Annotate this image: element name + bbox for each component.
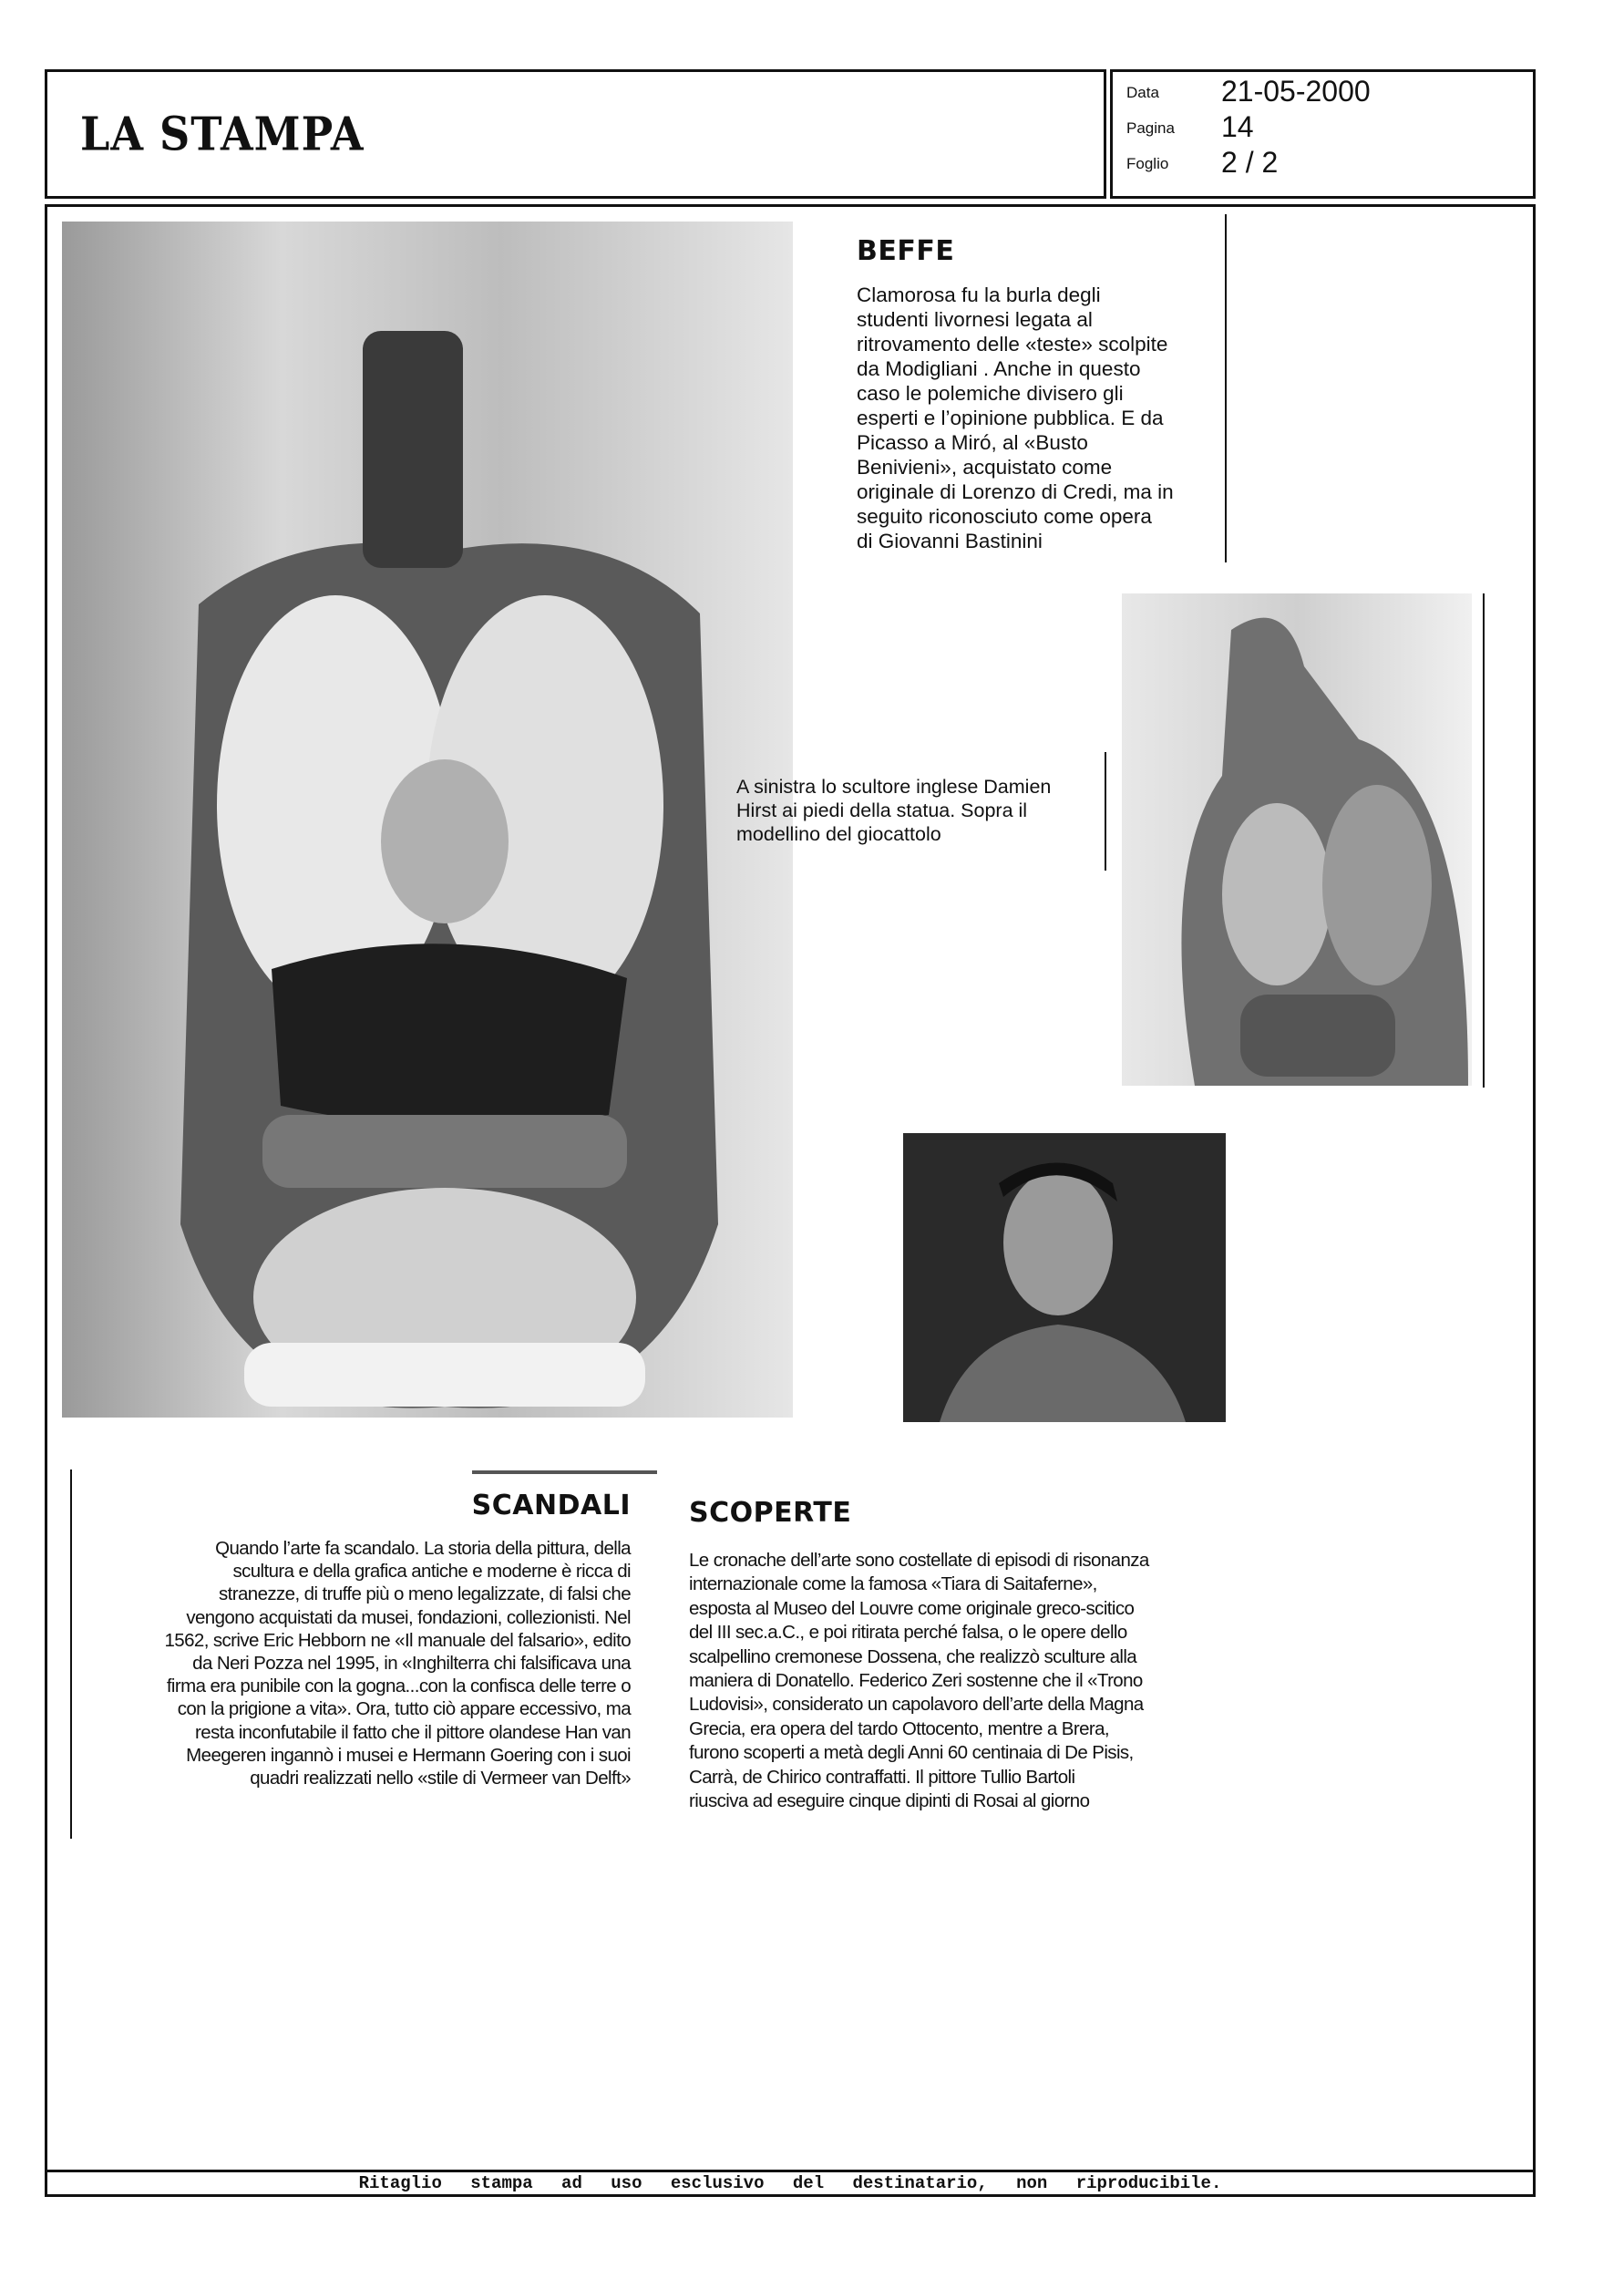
scandali-line: Meegeren ingannò i musei e Hermann Goering con i suoi [186, 1744, 631, 1766]
beffe-line: caso le polemiche divisero gli [857, 382, 1124, 405]
portrait-illustration [903, 1133, 1226, 1422]
beffe-line: studenti livornesi legata al [857, 308, 1093, 331]
scandali-line: quadri realizzati nello «stile di Vermeer van Delft» [250, 1768, 631, 1789]
scoperte-line: furono scoperti a metà degli Anni 60 centinaia di De Pisis, [689, 1742, 1134, 1764]
scandali-line: 1562, scrive Eric Hebborn ne «Il manuale del falsario», edito [164, 1629, 631, 1651]
caption-line: Hirst ai piedi della statua. Sopra il [736, 799, 1028, 821]
beffe-heading: BEFFE [857, 235, 955, 267]
beffe-line: originale di Lorenzo di Credi, ma in [857, 480, 1174, 503]
scandali-line: firma era punibile con la gogna...con la confisca delle terre o [166, 1676, 631, 1697]
scoperte-line: Ludovisi», considerato un capolavoro dell’arte della Magna [689, 1694, 1144, 1716]
scoperte-line: internazionale come la famosa «Tiara di Saitaferne», [689, 1573, 1097, 1595]
scoperte-line: esposta al Museo del Louvre come originale greco-scitico [689, 1597, 1135, 1619]
damien-hirst-portrait [903, 1133, 1226, 1422]
photo-rule [1483, 593, 1485, 1088]
beffe-line: Picasso a Miró, al «Busto [857, 431, 1088, 454]
meta-label-data: Data [1126, 84, 1159, 101]
anatomy-torso-illustration [62, 222, 793, 1418]
masthead: LA STAMPA [80, 107, 365, 161]
beffe-line: Clamorosa fu la burla degli [857, 284, 1101, 306]
caption-rule [1105, 752, 1106, 871]
meta-label-pagina: Pagina [1126, 119, 1175, 137]
beffe-line: ritrovamento delle «teste» scolpite [857, 333, 1168, 356]
scandali-heading: SCANDALI [471, 1490, 631, 1521]
scandali-line: con la prigione a vita». Ora, tutto ciò appare eccessivo, ma [177, 1698, 631, 1720]
beffe-line: di Giovanni Bastinini [857, 530, 1043, 552]
scandali-body [164, 1537, 631, 1789]
scoperte-heading: SCOPERTE [689, 1497, 852, 1529]
scandali-line: resta inconfutabile il fatto che il pittore olandese Han van [195, 1721, 631, 1743]
photo-caption [736, 775, 1051, 846]
caption-line: modellino del giocattolo [736, 823, 941, 845]
scandali-line: scultura e della grafica antiche e moderne è ricca di [232, 1561, 631, 1583]
scoperte-line: scalpellino cremonese Dossena, che realizzò sculture alla [689, 1645, 1137, 1667]
scoperte-line: riusciva ad eseguire cinque dipinti di Rosai al giorno [689, 1790, 1090, 1812]
beffe-body [857, 283, 1174, 553]
beffe-line: da Modigliani . Anche in questo [857, 357, 1141, 380]
caption-line: A sinistra lo scultore inglese Damien [736, 776, 1052, 798]
meta-value-date: 21-05-2000 [1221, 75, 1371, 108]
toy-torso-illustration [1122, 593, 1472, 1086]
scoperte-line: Grecia, era opera del tardo Ottocento, mentre a Brera, [689, 1717, 1109, 1739]
meta-value-sheet: 2 / 2 [1221, 146, 1279, 179]
scandali-rule [70, 1469, 72, 1839]
anatomy-statue-photo [62, 222, 793, 1418]
scoperte-line: maniera di Donatello. Federico Zeri sostenne che il «Trono [689, 1670, 1143, 1692]
scoperte-line: Carrà, de Chirico contraffatti. Il pittore Tullio Bartoli [689, 1766, 1075, 1788]
scandali-line: stranezze, di truffe più o meno legalizzate, di falsi che [219, 1583, 631, 1605]
scoperte-line: Le cronache dell’arte sono costellate di episodi di risonanza [689, 1550, 1149, 1571]
footer-note: Ritaglio stampa ad uso esclusivo del destinatario, non riproducibile. [358, 2173, 1222, 2193]
column-rule [1225, 214, 1227, 562]
meta-label-foglio: Foglio [1126, 155, 1169, 172]
toy-model-photo [1122, 593, 1472, 1086]
footer-divider [45, 2170, 1536, 2172]
scandali-line: vengono acquistati da musei, fondazioni, collezionisti. Nel [186, 1606, 631, 1628]
scandali-top-bar [472, 1470, 657, 1474]
beffe-line: Benivieni», acquistato come [857, 456, 1113, 479]
scoperte-line: del III sec.a.C., e poi ritirata perché falsa, o le opere dello [689, 1622, 1127, 1644]
scoperte-body [689, 1549, 1149, 1813]
scandali-line: da Neri Pozza nel 1995, in «Inghilterra chi falsificava una [192, 1653, 631, 1675]
beffe-line: esperti e l’opinione pubblica. E da [857, 407, 1164, 429]
beffe-line: seguito riconosciuto come opera [857, 505, 1152, 528]
meta-value-page: 14 [1221, 110, 1254, 143]
scandali-line: Quando l’arte fa scandalo. La storia della pittura, della [215, 1538, 631, 1559]
